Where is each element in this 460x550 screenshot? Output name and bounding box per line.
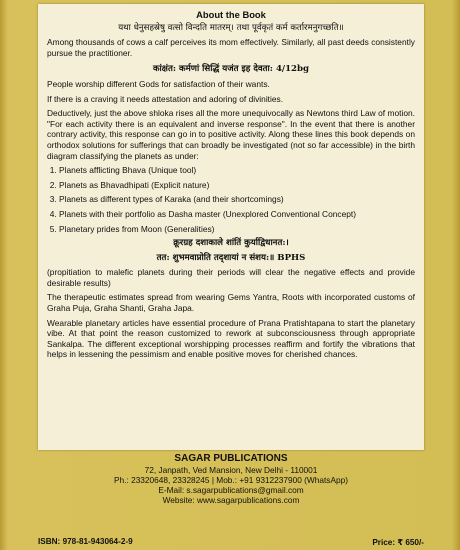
paragraph-5: (propitiation to malefic planets during their periods will clear the negative effects and provide desirable results) [47,267,415,288]
paragraph-3: If there is a craving it needs attestation and adoring of divinities. [47,93,284,104]
list-item: 4. Planets with their portfolio as Dasha master (Unexplored Conventional Concept) [59,209,415,220]
publisher-address: 72, Janpath, Ved Mansion, New Delhi - 110001 [144,465,318,475]
publisher-website: Website: www.sagarpublications.com [162,495,300,505]
shloka-4: तत: शुभमवाप्नोति तद्शायां न संशय:॥ BPHS [156,252,306,263]
paragraph-4: Deductively, just the above shloka rises all the more unequivocally as Newtons third Law of motion. "For each activity there is an equivalent and inverse response". In the event that there is another contrary activity, this response can go in to positive activity. Along these lines this book depends on orthodox solutions for sufferings that can broadly be investigated (not so far accessible) in the birth diagram classifying the planets as under: [47,108,415,161]
list-item: 1. Planets afflicting Bhava (Unique tool) [59,165,415,176]
isbn: ISBN: 978-81-943064-2-9 [38,537,133,546]
list-item: 2. Planets as Bhavadhipati (Explicit nature) [59,180,415,191]
paragraph-2: People worship different Gods for satisfaction of their wants. [47,78,270,89]
publisher-phone: Ph.: 23320648, 23328245 | Mob.: +91 9312237900 (WhatsApp) [114,475,348,485]
shloka-3: क्रूरग्रह दशाकाले शांतिं कुर्याद्विधानत:। [173,238,289,249]
publisher-name: SAGAR PUBLICATIONS [174,453,288,464]
about-panel [38,4,424,450]
paragraph-1: Among thousands of cows a calf perceives its mom effectively. Similarly, all past deeds consistently pursue the practitioner. [47,37,415,58]
publisher-block [38,454,424,505]
price: Price: ₹ 650/- [372,538,424,547]
planet-list [47,165,415,234]
shloka-2: कांक्षंत: कर्मणां सिद्धिं यजंत इह देवता: 4/12bg [152,64,310,75]
shloka-1: यथा धेनुसहस्रेषु वत्सो विन्दति मातरम्। तथा पूर्वकृतं कर्म कर्तारमनुगच्छति॥ [118,22,344,33]
publisher-email: E-Mail: s.sagarpublications@gmail.com [158,485,304,495]
list-item: 3. Planets as different types of Karaka (and their shortcomings) [59,194,415,205]
list-item: 5. Planetary prides from Moon (Generalities) [59,224,415,235]
about-heading: About the Book [196,9,266,20]
paragraph-6: The therapeutic estimates spread from wearing Gems Yantra, Roots with incorporated customs of Graha Puja, Graha Shanti, Graha Japa. [47,292,415,314]
paragraph-7: Wearable planetary articles have essential procedure of Prana Pratishtapana to start the planetary vibe. At that point the reason customized to rework at subconsciousness through appropriate Sankalpa. The different exceptional worshipping processes reaffirm and fortify the vibrations that helps in lessening the pessimism and enable positive moves for cherished chances. [47,317,415,360]
